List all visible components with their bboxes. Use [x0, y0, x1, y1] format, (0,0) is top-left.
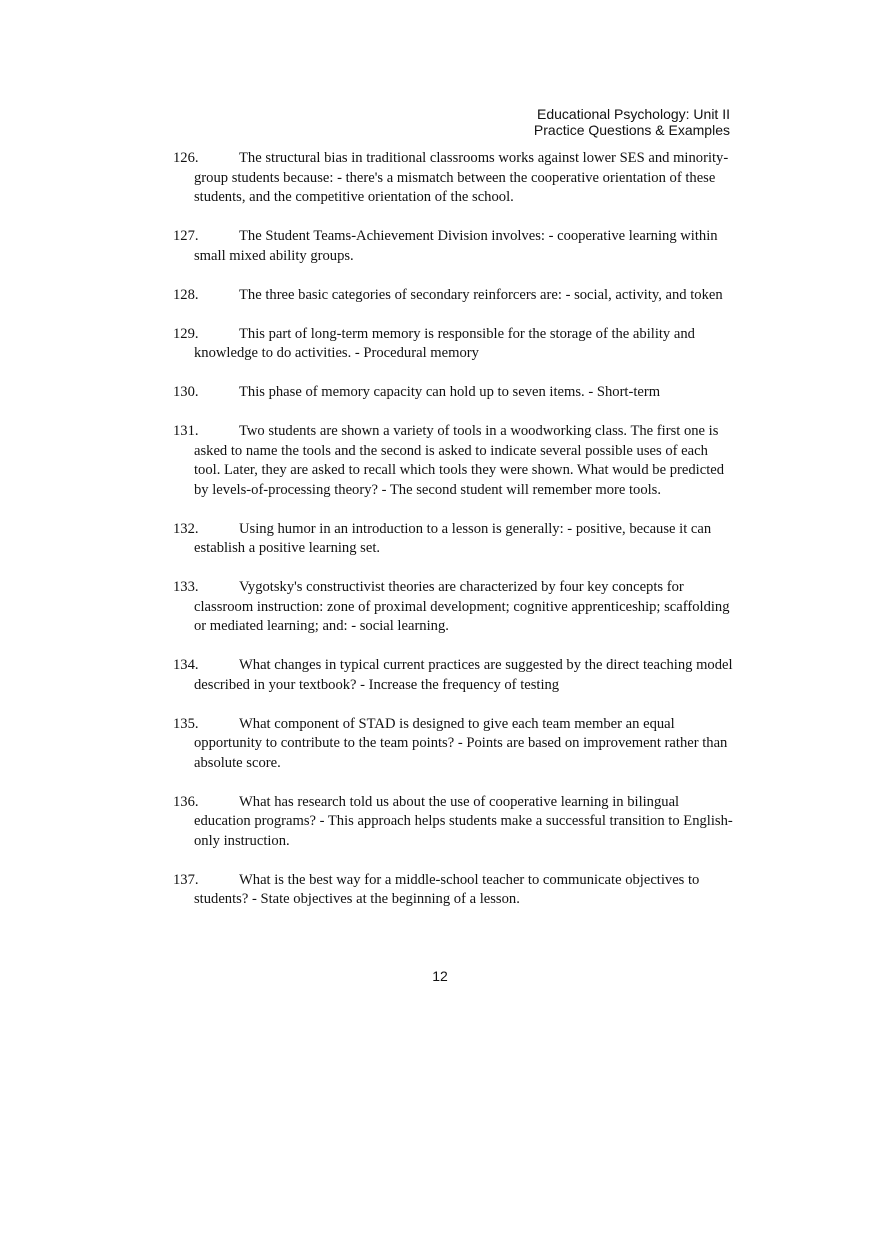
- question-number: 132.: [173, 520, 199, 537]
- question-text: Two students are shown a variety of tools in a woodworking class. The first one is asked to name the tools and the second is asked to indicate several possible uses of each tool. Later, they are asked to recall which tools they were shown. What would be predicted by levels-of-processing theory? - The second student will remember more tools.: [194, 423, 725, 498]
- question-number: 134.: [173, 657, 199, 673]
- question-text: This part of long-term memory is responsible for the storage of the ability and knowledge to do activities. - Procedural memory: [194, 325, 695, 361]
- question-item: [173, 520, 733, 559]
- question-number: 127.: [173, 228, 199, 244]
- header-course-title: Educational Psychology: Unit II: [537, 106, 730, 122]
- question-number: 129.: [173, 325, 199, 342]
- question-number: 131.: [173, 423, 199, 439]
- question-number: 136.: [173, 793, 199, 810]
- question-number: 135.: [173, 715, 199, 732]
- question-text: Using humor in an introduction to a lesson is generally: - positive, because it can establish a positive learning set.: [194, 520, 712, 556]
- question-list: [173, 149, 733, 929]
- question-number: 133.: [173, 579, 199, 595]
- question-number: 137.: [173, 871, 199, 888]
- question-item: [173, 286, 733, 306]
- question-text: What has research told us about the use of cooperative learning in bilingual education programs? - This approach helps students make a successful transition to English-only instruction.: [194, 793, 733, 849]
- question-item: [173, 578, 733, 637]
- question-text: Vygotsky's constructivist theories are characterized by four key concepts for classroom instruction: zone of proximal development; cognitive apprenticeship; scaffolding or mediated learning; and: - social learning.: [194, 579, 730, 634]
- question-item: [173, 325, 733, 364]
- question-number: 130.: [173, 384, 199, 400]
- question-text: The three basic categories of secondary reinforcers are: - social, activity, and token: [239, 286, 723, 303]
- page-number: 12: [432, 968, 448, 984]
- question-text: What is the best way for a middle-school teacher to communicate objectives to students? - State objectives at the beginning of a lesson.: [194, 871, 700, 907]
- question-item: [173, 715, 733, 774]
- question-item: [173, 656, 733, 695]
- question-text: This phase of memory capacity can hold up to seven items. - Short-term: [239, 384, 661, 400]
- page-header: [534, 106, 730, 138]
- question-number: 126.: [173, 150, 199, 166]
- question-item: [173, 149, 733, 208]
- question-number: 128.: [173, 286, 199, 303]
- question-item: [173, 227, 733, 266]
- question-text: The structural bias in traditional classrooms works against lower SES and minority-group students because: - there's a mismatch between the cooperative orientation of these students, and the competitive orientation of the school.: [194, 150, 729, 205]
- question-item: [173, 871, 733, 910]
- header-subtitle: Practice Questions & Examples: [533, 122, 730, 138]
- question-item: [173, 422, 733, 500]
- question-text: What changes in typical current practices are suggested by the direct teaching model described in your textbook? - Increase the frequency of testing: [194, 657, 733, 693]
- question-text: The Student Teams-Achievement Division involves: - cooperative learning within small mixed ability groups.: [194, 228, 718, 264]
- question-item: [173, 383, 733, 403]
- question-text: What component of STAD is designed to give each team member an equal opportunity to contribute to the team points? - Points are based on improvement rather than absolute score.: [194, 715, 728, 771]
- question-item: [173, 793, 733, 852]
